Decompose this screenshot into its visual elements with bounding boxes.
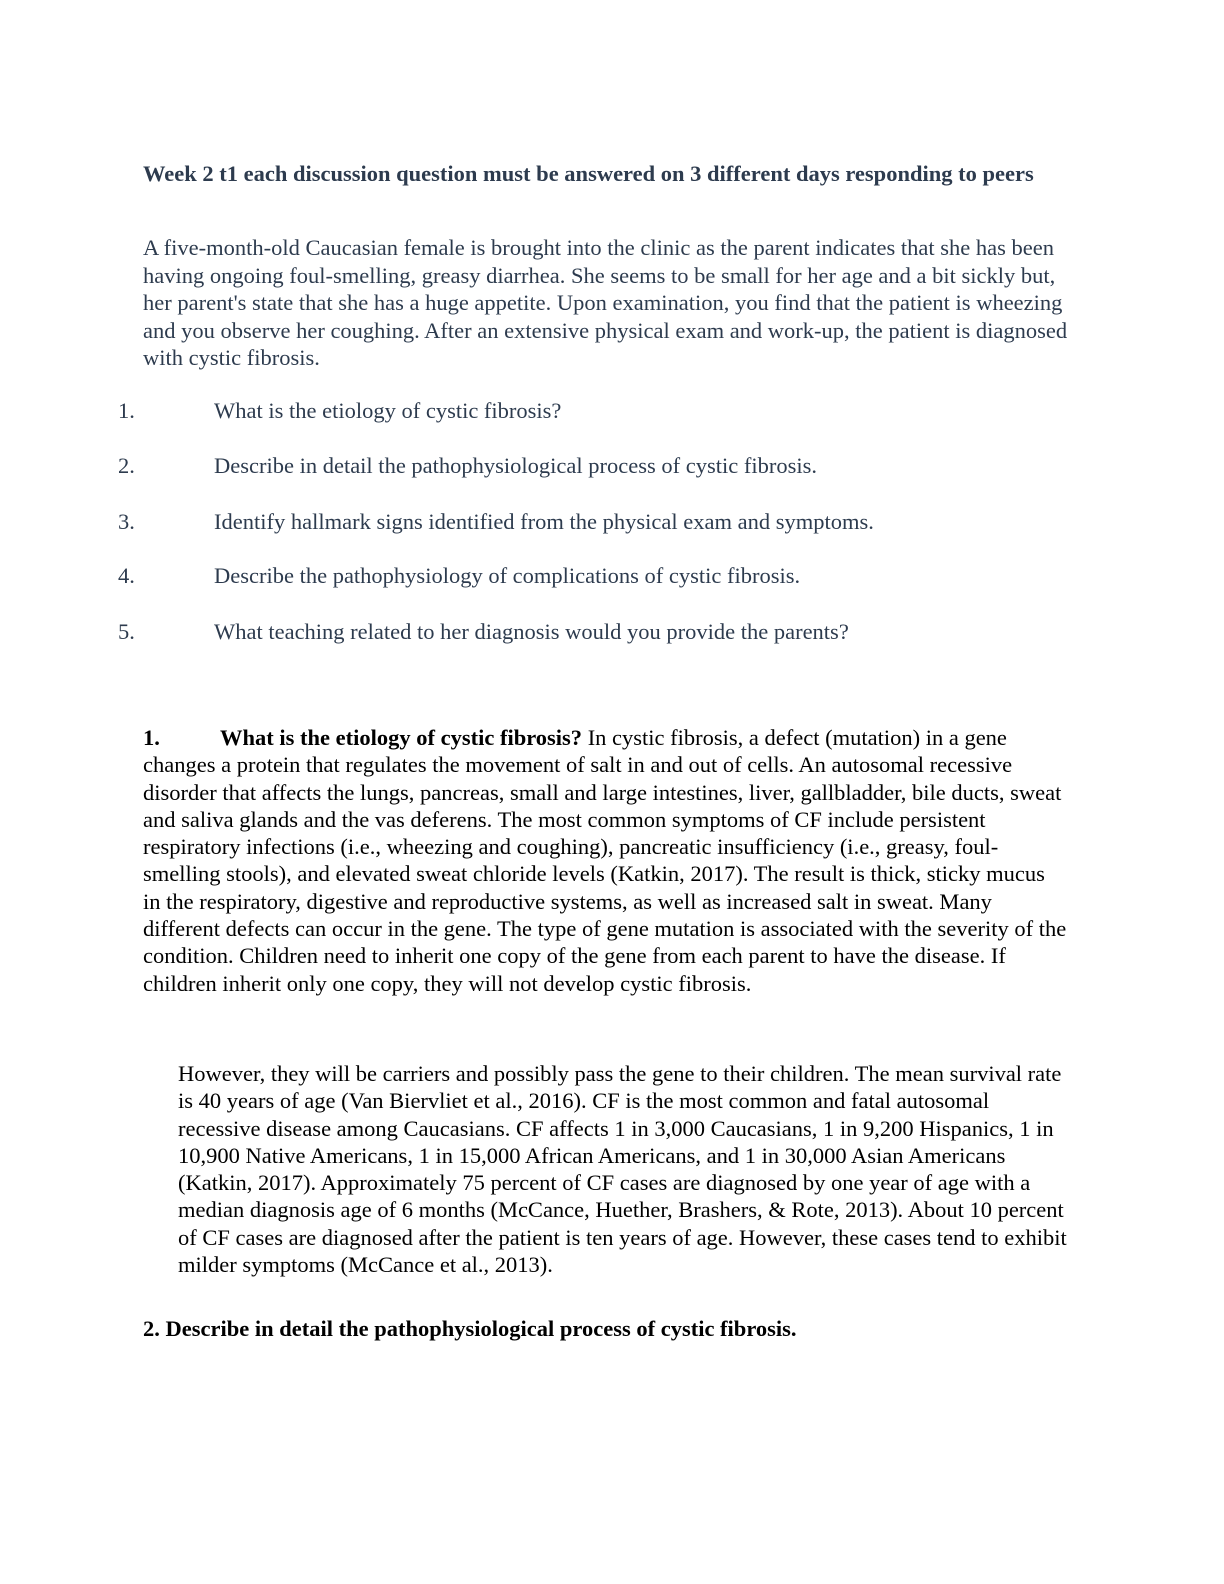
document-title: Week 2 t1 each discussion question must be answered on 3 different days responding to peers [143, 161, 1034, 186]
question-number: 2. [118, 453, 135, 478]
question-number: 3. [118, 509, 135, 534]
question-text: Describe the pathophysiology of complications of cystic fibrosis. [214, 563, 801, 588]
answer-1-number: 1. [143, 725, 160, 750]
question-number: 4. [118, 563, 135, 588]
question-number: 5. [118, 619, 135, 644]
answer-1-body: In cystic fibrosis, a defect (mutation) in a gene changes a protein that regulates the movement of salt in and out of cells. An autosomal recessive disorder that affects the lungs, pancreas, small and large intestines, liver, gallbladder, bile ducts, sweat and saliva glands and the vas deferens. The most common symptoms of CF include persistent respiratory infections (i.e., wheezing and coughing), pancreatic insufficiency (i.e., greasy, foul-smelling stools), and elevated sweat chloride levels (Katkin, 2017). The result is thick, sticky mucus in the respiratory, digestive and reproductive systems, as well as increased salt in sweat. Many different defects can occur in the gene. The type of gene mutation is associated with the severity of the condition. Children need to inherit one copy of the gene from each parent to have the disease. If children inherit only one copy, they will not develop cystic fibrosis. [143, 725, 1067, 996]
answer-1-paragraph [143, 724, 1068, 997]
question-text: What is the etiology of cystic fibrosis? [214, 398, 562, 423]
question-text: What teaching related to her diagnosis would you provide the parents? [214, 619, 849, 644]
answer-1-continuation: However, they will be carriers and possibly pass the gene to their children. The mean survival rate is 40 years of age (Van Biervliet et al., 2016). CF is the most common and fatal autosomal recessive disease among Caucasians. CF affects 1 in 3,000 Caucasians, 1 in 9,200 Hispanics, 1 in 10,900 Native Americans, 1 in 15,000 African Americans, and 1 in 30,000 Asian Americans (Katkin, 2017). Approximately 75 percent of CF cases are diagnosed by one year of age with a median diagnosis age of 6 months (McCance, Huether, Brashers, & Rote, 2013). About 10 percent of CF cases are diagnosed after the patient is ten years of age. However, these cases tend to exhibit milder symptoms (McCance et al., 2013). [178, 1061, 1067, 1278]
answer-1-heading: What is the etiology of cystic fibrosis? [220, 725, 583, 750]
case-scenario-paragraph: A five-month-old Caucasian female is brought into the clinic as the parent indicates that she has been having ongoing foul-smelling, greasy diarrhea. She seems to be small for her age and a bit sickly but, her parent's state that she has a huge appetite. Upon examination, you find that the patient is wheezing and you observe her coughing. After an extensive physical exam and work-up, the patient is diagnosed with cystic fibrosis. [143, 235, 1068, 370]
question-number: 1. [118, 398, 135, 423]
question-text: Identify hallmark signs identified from the physical exam and symptoms. [214, 509, 874, 534]
answer-2-heading: 2. Describe in detail the pathophysiological process of cystic fibrosis. [143, 1316, 797, 1341]
question-text: Describe in detail the pathophysiological process of cystic fibrosis. [214, 453, 817, 478]
